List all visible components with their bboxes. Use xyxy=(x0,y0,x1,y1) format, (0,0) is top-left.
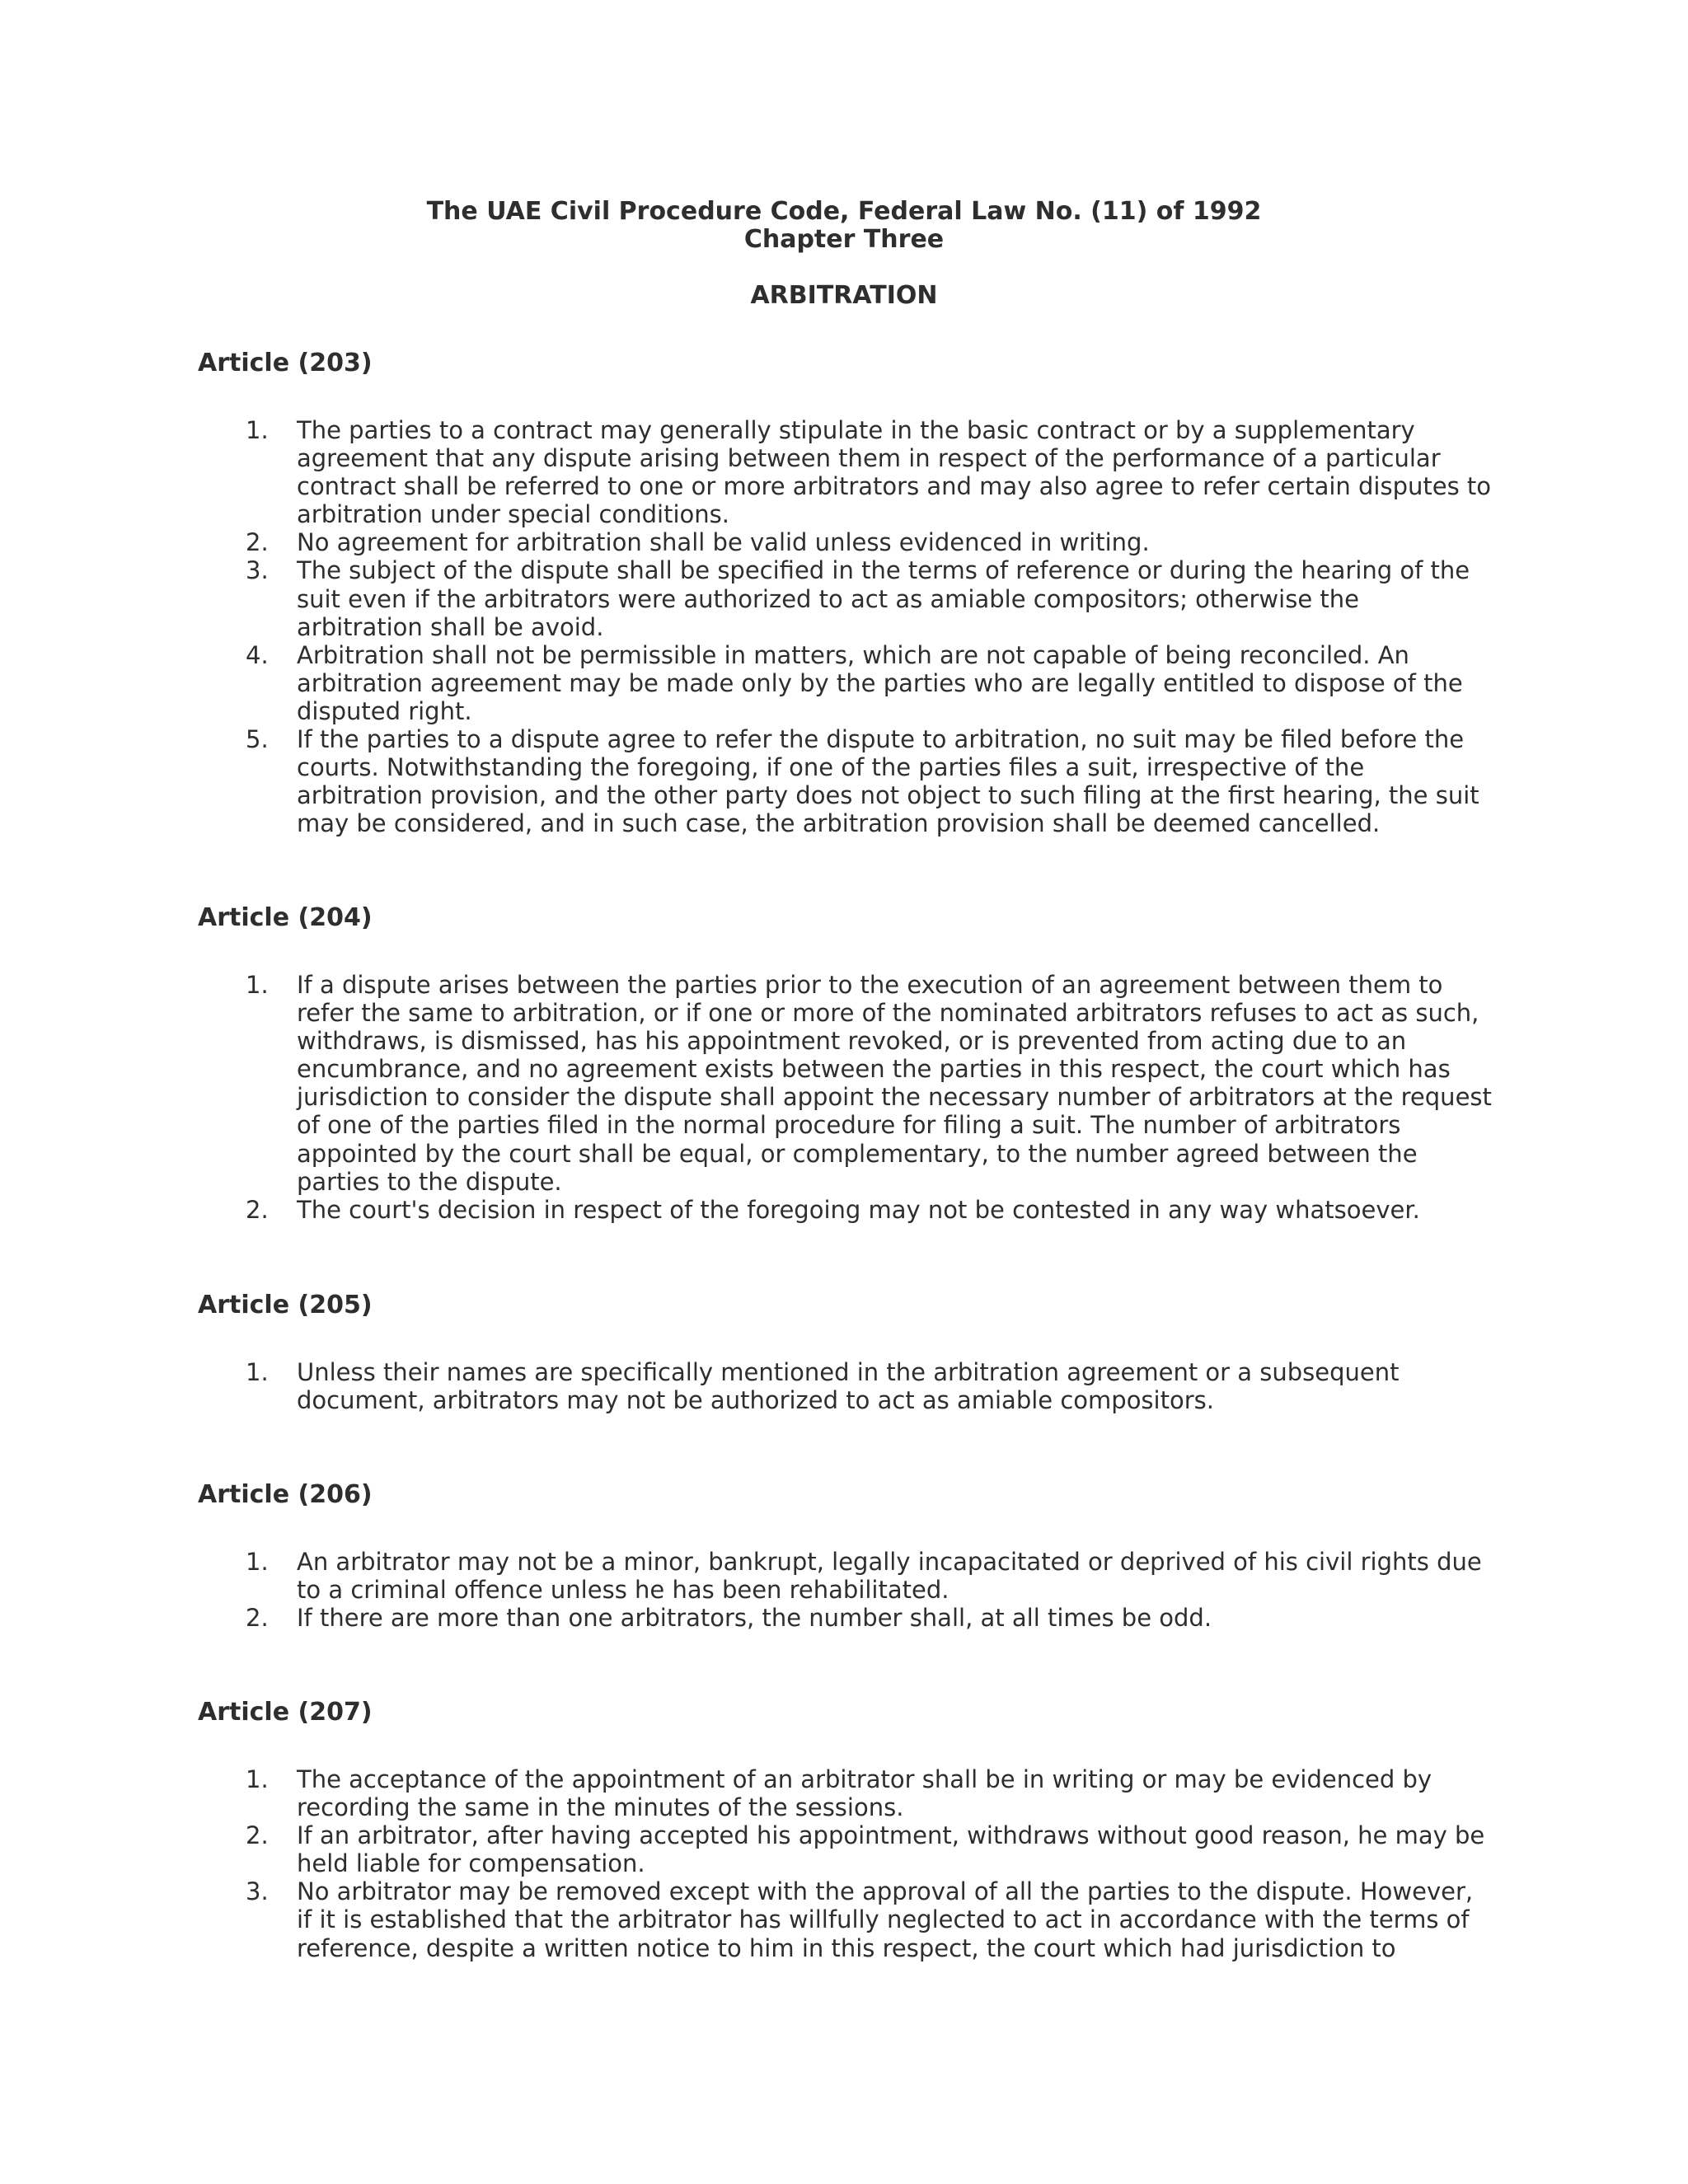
list-item xyxy=(198,556,1492,640)
article-heading: Article (207) xyxy=(198,1698,373,1727)
article-list xyxy=(198,1548,1492,1632)
list-item xyxy=(198,971,1492,1196)
item-number: 2. xyxy=(246,1821,269,1850)
list-item xyxy=(198,1548,1492,1604)
list-item xyxy=(198,1765,1492,1821)
item-number: 3. xyxy=(246,556,269,585)
item-text: Arbitration shall not be permissible in matters, which are not capable of being reconciled. An arbitration agreement may be made only by the parties who are legally entitled to dispose of the disputed right. xyxy=(297,640,1463,725)
list-item xyxy=(198,528,1492,556)
list-item xyxy=(198,1358,1492,1414)
item-text: An arbitrator may not be a minor, bankrupt, legally incapacitated or deprived of his civil rights due to a criminal offence unless he has been rehabilitated. xyxy=(297,1548,1482,1605)
article-list xyxy=(198,1765,1492,1962)
item-number: 1. xyxy=(246,1548,269,1576)
list-item xyxy=(198,641,1492,725)
article-heading: Article (203) xyxy=(198,349,373,377)
item-text: The acceptance of the appointment of an arbitrator shall be in writing or may be evidenced by recording the same in the minutes of the sessions. xyxy=(297,1765,1432,1822)
item-text: If a dispute arises between the parties prior to the execution of an agreement between them to refer the same to arbitration, or if one or more of the nominated arbitrators refuses to act as such, withdraws, is dismissed, has his appointment revoked, or is prevented from acting due to an encumbrance, and no agreement exists between the parties in this respect, the court which has jurisdiction to consider the dispute shall appoint the necessary number of arbitrators at the request of one of the parties filed in the normal procedure for filing a suit. The number of arbitrators appointed by the court shall be equal, or complementary, to the number agreed between the parties to the dispute. xyxy=(297,971,1492,1196)
article-heading: Article (205) xyxy=(198,1291,373,1319)
item-text: No agreement for arbitration shall be valid unless evidenced in writing. xyxy=(297,528,1150,557)
article-heading: Article (206) xyxy=(198,1480,373,1509)
list-item xyxy=(198,416,1492,528)
item-number: 2. xyxy=(246,528,269,557)
list-item xyxy=(198,1877,1492,1961)
item-text: If the parties to a dispute agree to refer the dispute to arbitration, no suit may be filed before the courts. Notwithstanding the foregoing, if one of the parties files a suit, irrespective of the arbitration provision, and the other party does not object to such filing at the first hearing, the suit may be considered, and in such case, the arbitration provision shall be deemed cancelled. xyxy=(297,725,1479,838)
item-text: The parties to a contract may generally stipulate in the basic contract or by a supplementary agreement that any dispute arising between them in respect of the performance of a particular contract shall be referred to one or more arbitrators and may also agree to refer certain disputes to arbitration under special conditions. xyxy=(297,416,1492,529)
item-number: 2. xyxy=(246,1604,269,1633)
item-text: The subject of the dispute shall be specified in the terms of reference or during the hearing of the suit even if the arbitrators were authorized to act as amiable compositors; otherwise the arbitration shall be avoid. xyxy=(297,556,1470,641)
item-text: Unless their names are specifically mentioned in the arbitration agreement or a subsequent document, arbitrators may not be authorized to act as amiable compositors. xyxy=(297,1358,1400,1415)
list-item xyxy=(198,1604,1492,1632)
list-item xyxy=(198,725,1492,837)
item-text: No arbitrator may be removed except with the approval of all the parties to the dispute. However, if it is established that the arbitrator has willfully neglected to act in accordance with the terms of reference, despite a written notice to him in this respect, the court which had jurisdiction to xyxy=(297,1877,1474,1962)
item-text: If there are more than one arbitrators, the number shall, at all times be odd. xyxy=(297,1604,1212,1633)
chapter-title: Chapter Three xyxy=(743,225,945,254)
article-list xyxy=(198,1358,1492,1414)
list-item xyxy=(198,1196,1492,1224)
article-list xyxy=(198,416,1492,837)
item-number: 1. xyxy=(246,1358,269,1386)
section-heading: ARBITRATION xyxy=(750,281,938,310)
article-list xyxy=(198,971,1492,1224)
item-number: 1. xyxy=(246,416,269,444)
item-number: 4. xyxy=(246,640,269,669)
item-text: The court's decision in respect of the foregoing may not be contested in any way whatsoever. xyxy=(297,1195,1420,1224)
item-number: 5. xyxy=(246,725,269,754)
article-heading: Article (204) xyxy=(198,903,373,932)
item-number: 3. xyxy=(246,1877,269,1906)
document-title: The UAE Civil Procedure Code, Federal Law No. (11) of 1992 xyxy=(426,197,1262,226)
item-number: 1. xyxy=(246,971,269,999)
item-number: 1. xyxy=(246,1765,269,1793)
item-number: 2. xyxy=(246,1195,269,1224)
list-item xyxy=(198,1821,1492,1877)
item-text: If an arbitrator, after having accepted his appointment, withdraws without good reason, he may be held liable for compensation. xyxy=(297,1821,1485,1878)
